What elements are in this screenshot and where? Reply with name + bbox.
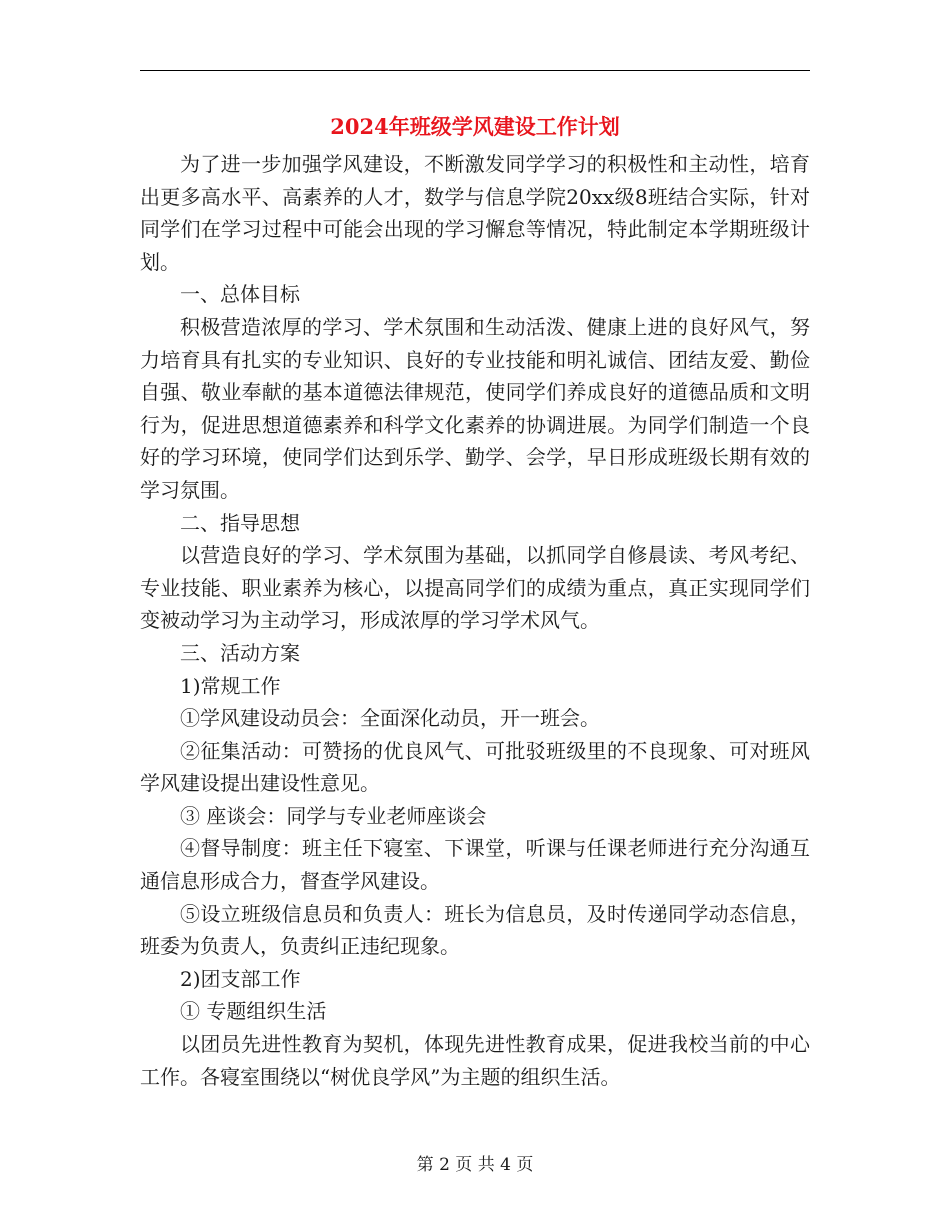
list-item: ① 专题组织生活 (180, 999, 327, 1024)
list-item: ②征集活动：可赞扬的优良风气、可批驳班级里的不良现象、可对班风学风建设提出建设性意见。 (140, 738, 810, 796)
subheading-routine-work: 1)常规工作 (180, 673, 281, 698)
list-item: ①学风建设动员会：全面深化动员，开一班会。 (180, 706, 600, 731)
page-number-footer: 第 2 页 共 4 页 (416, 1155, 534, 1175)
paragraph-guiding-idea: 以营造良好的学习、学术氛围为基础，以抓同学自修晨读、考风考纪、专业技能、职业素养为核心，以提高同学们的成绩为重点，真正实现同学们变被动学习为主动学习，形成浓厚的学习学术风气。 (140, 543, 810, 633)
paragraph-overall-goal: 积极营造浓厚的学习、学术氛围和生动活泼、健康上进的良好风气，努力培育具有扎实的专业知识、良好的专业技能和明礼诚信、团结友爱、勤俭自强、敬业奉献的基本道德法律规范，使同学们养成良好的道德品质和文明行为，促进思想道德素养和科学文化素养的协调进展。为同学们制造一个良好的学习环境，使同学们达到乐学、勤学、会学，早日形成班级长期有效的学习氛围。 (140, 314, 810, 502)
header-rule (140, 70, 810, 71)
heading-activity-plan: 三、活动方案 (180, 640, 300, 665)
list-item: ③ 座谈会：同学与专业老师座谈会 (180, 803, 487, 828)
list-item: ④督导制度：班主任下寝室、下课堂，听课与任课老师进行充分沟通互通信息形成合力，督查学风建设。 (140, 836, 810, 894)
heading-overall-goal: 一、总体目标 (180, 282, 300, 307)
heading-guiding-idea: 二、指导思想 (180, 510, 300, 535)
list-item: ⑤设立班级信息员和负责人：班长为信息员，及时传递同学动态信息，班委为负责人，负责纠正违纪现象。 (140, 901, 810, 959)
paragraph-league-work: 以团员先进性教育为契机，体现先进性教育成果，促进我校当前的中心工作。各寝室围绕以“树优良学风”为主题的组织生活。 (140, 1032, 810, 1089)
paragraph-intro: 为了进一步加强学风建设，不断激发同学学习的积极性和主动性，培育出更多高水平、高素养的人才，数学与信息学院20xx级8班结合实际，针对同学们在学习过程中可能会出现的学习懈怠等情况，特此制定本学期班级计划。 (140, 152, 810, 274)
document-body (140, 148, 810, 1093)
document-title: 2024年班级学风建设工作计划 (330, 114, 620, 139)
subheading-league-work: 2)团支部工作 (180, 966, 301, 991)
